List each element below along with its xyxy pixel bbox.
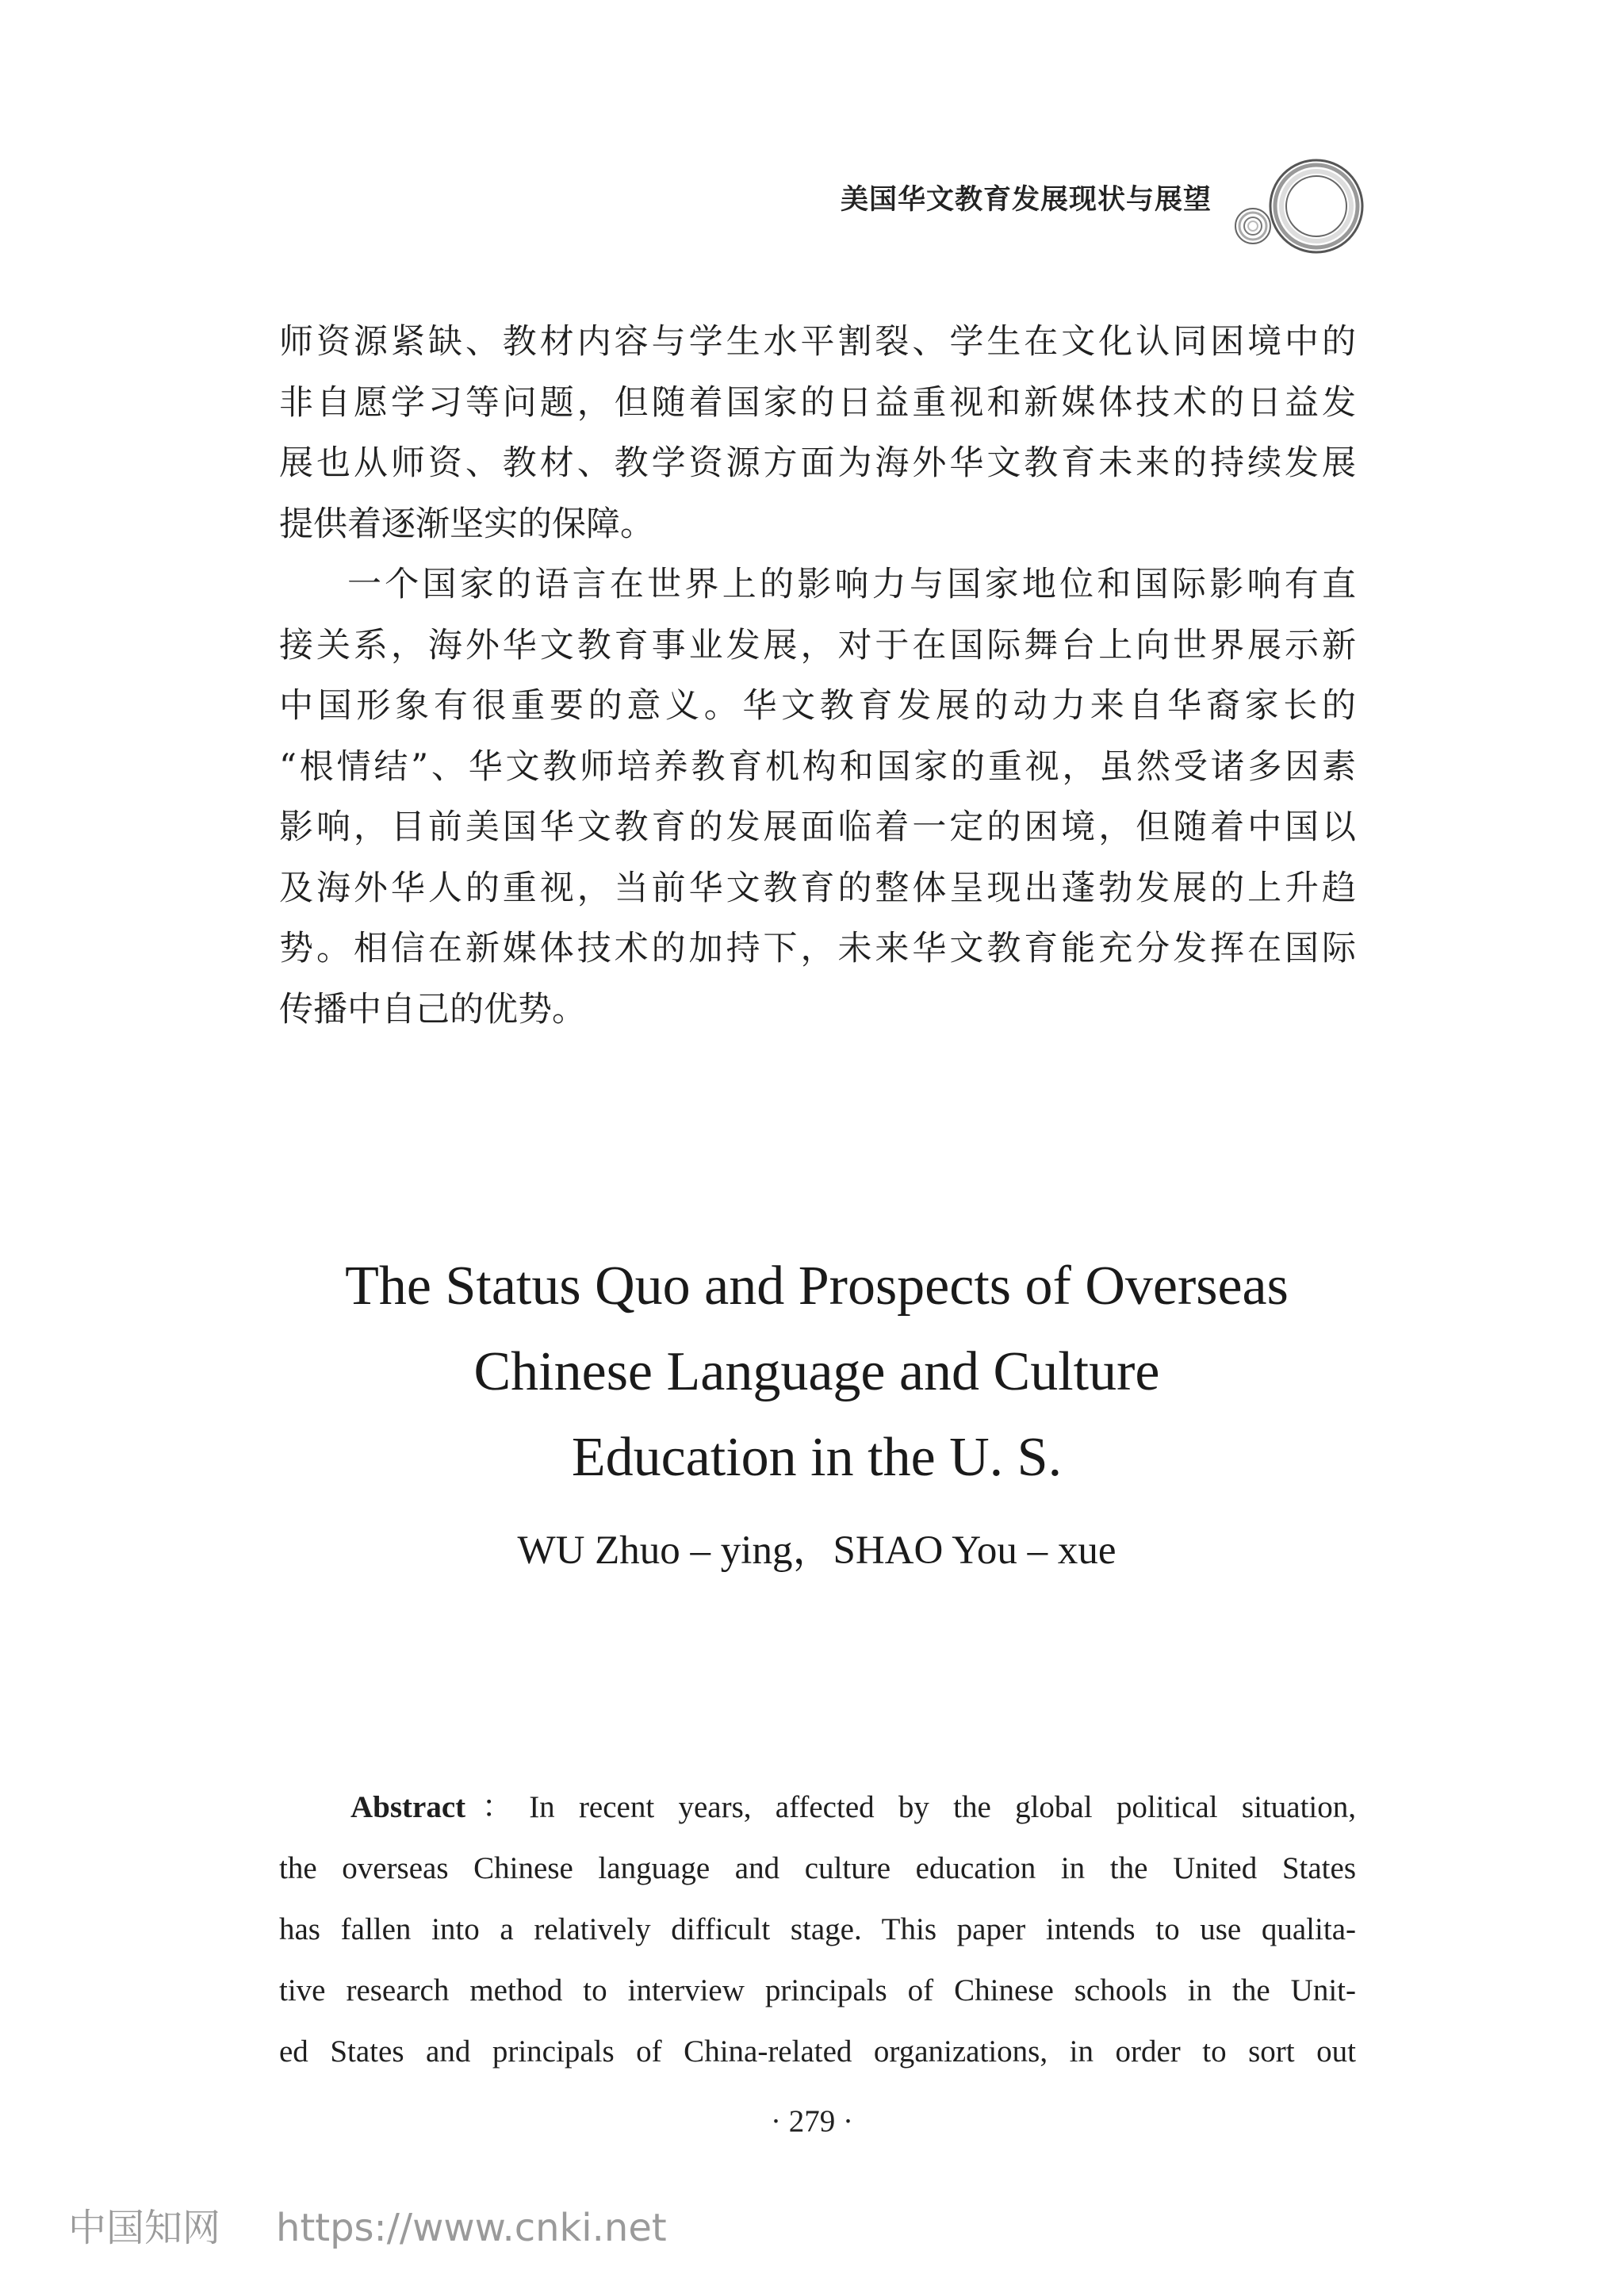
watermark-cn: 中国知网 — [68, 2206, 221, 2250]
paragraph-line: 一个国家的语言在世界上的影响力与国家地位和国际影响有直 — [347, 565, 1356, 604]
abstract — [279, 1777, 1356, 2082]
abstract-separator: ： — [465, 1790, 530, 1824]
paragraph-line: 势。相信在新媒体技术的加持下，未来华文教育能充分发挥在国际 — [279, 929, 1356, 968]
title-line: Education in the U. S. — [571, 1427, 1063, 1488]
paragraph-line: 中国形象有很重要的意义。华文教育发展的动力来自华裔家长的 — [279, 686, 1356, 726]
authors: WU Zhuo – ying，SHAO You – xue — [517, 1528, 1116, 1573]
abstract-line: tive research method to interview principals of Chinese schools in the Unit- — [279, 1973, 1356, 2007]
running-header: 美国华文教育发展现状与展望 — [840, 184, 1212, 216]
title-line: The Status Quo and Prospects of Overseas — [345, 1256, 1289, 1317]
paragraph-line: 展也从师资、教材、教学资源方面为海外华文教育未来的持续发展 — [279, 443, 1356, 483]
abstract-label: Abstract — [350, 1790, 466, 1824]
english-title — [238, 1244, 1396, 1501]
abstract-line — [279, 1777, 1356, 1838]
watermark-url: https://www.cnki.net — [276, 2206, 667, 2250]
paragraph-line: 非自愿学习等问题，但随着国家的日益重视和新媒体技术的日益发 — [279, 382, 1356, 423]
cnki-watermark — [68, 2197, 667, 2252]
paragraph-line: “根情结”、华文教师培养教育机构和国家的重视，虽然受诸多因素 — [279, 746, 1356, 787]
page-number: · 279 · — [771, 2104, 853, 2138]
abstract-line: the overseas Chinese language and culture education in the United States — [279, 1851, 1356, 1885]
abstract-text: In recent years, affected by the global political situation, — [529, 1790, 1356, 1824]
paragraph-line: 接关系，海外华文教育事业发展，对于在国际舞台上向世界展示新 — [279, 625, 1356, 665]
paragraph-line: 影响，目前美国华文教育的发展面临着一定的困境，但随着中国以 — [279, 807, 1356, 847]
abstract-line: has fallen into a relatively difficult stage. This paper intends to use qualita- — [279, 1912, 1356, 1946]
paragraph-line: 传播中自己的优势。 — [279, 989, 586, 1030]
chinese-body-text — [279, 312, 1356, 1040]
title-line: Chinese Language and Culture — [473, 1341, 1160, 1402]
paragraph-line: 及海外华人的重视，当前华文教育的整体呈现出蓬勃发展的上升趋 — [279, 868, 1356, 908]
abstract-line: ed States and principals of China-related organizations, in order to sort out — [279, 2034, 1356, 2069]
paragraph-line: 师资源紧缺、教材内容与学生水平割裂、学生在文化认同困境中的 — [279, 322, 1356, 362]
paragraph-line: 提供着逐渐坚实的保障。 — [279, 504, 654, 544]
rings-logo-icon — [1213, 151, 1372, 262]
